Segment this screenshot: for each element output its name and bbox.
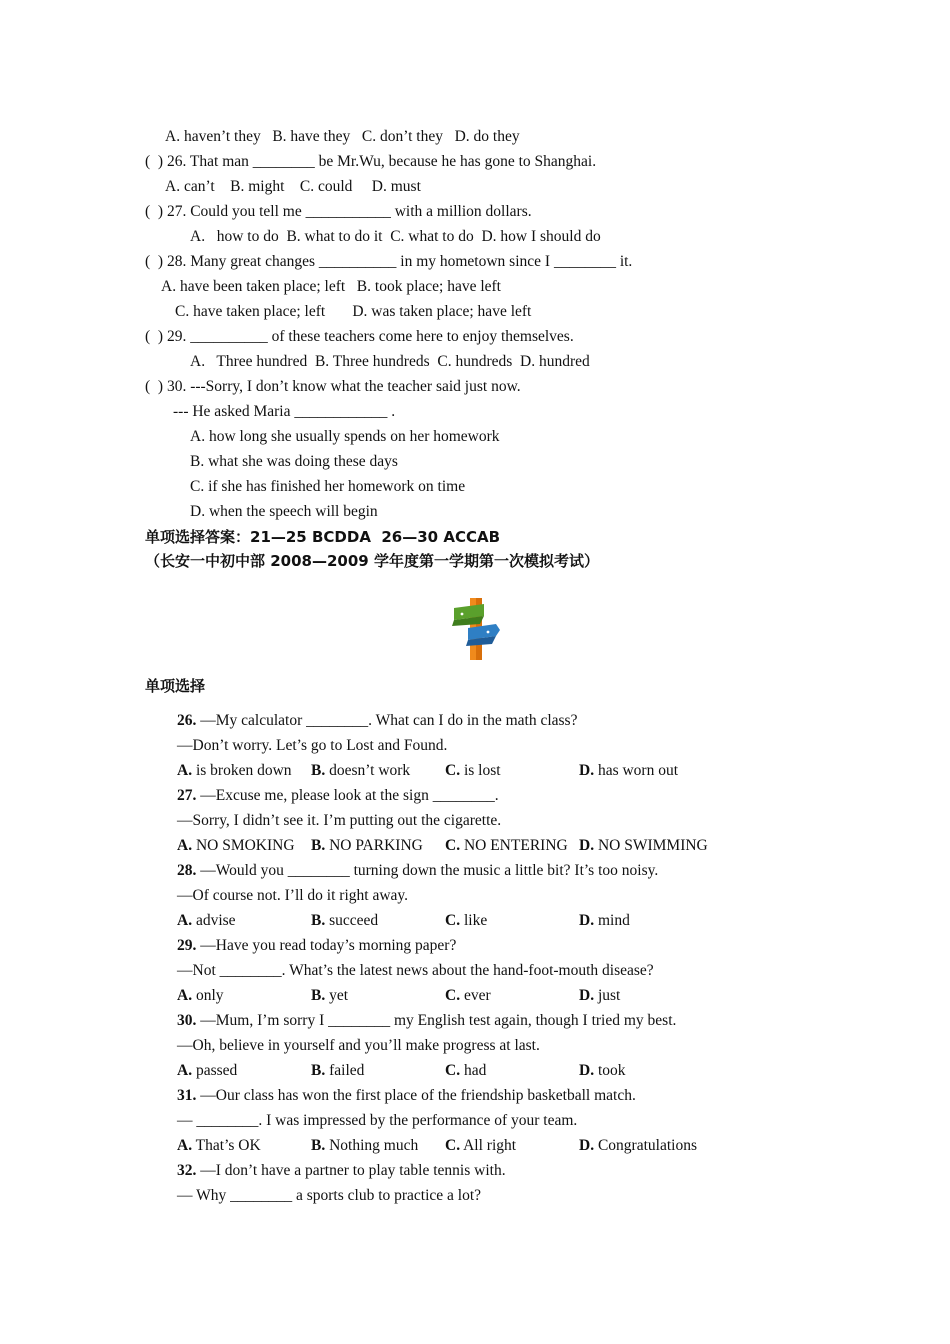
question-32-prompt bbox=[177, 1161, 506, 1181]
option-text: NO SWIMMING bbox=[594, 837, 708, 854]
q27-options: A. how to do B. what to do it C. what to do D. how I should do bbox=[190, 228, 601, 245]
question-30-response: —Oh, believe in yourself and you’ll make progress at last. bbox=[177, 1037, 540, 1054]
option-text: That’s OK bbox=[192, 1137, 261, 1154]
question-28-response: —Of course not. I’ll do it right away. bbox=[177, 887, 409, 904]
option-letter: D. bbox=[579, 837, 595, 854]
option-text: is lost bbox=[460, 762, 501, 779]
option-b bbox=[311, 836, 423, 856]
question-28-old: ( ) 28. Many great changes __________ in my hometown since I ________ it. bbox=[145, 253, 633, 270]
option-d bbox=[579, 986, 620, 1006]
option-a bbox=[177, 986, 224, 1006]
option-letter: A. bbox=[177, 1137, 193, 1154]
question-30-prompt bbox=[177, 1011, 676, 1031]
option-letter: D. bbox=[579, 912, 595, 929]
question-number: 26. bbox=[177, 712, 197, 729]
option-d bbox=[579, 1061, 626, 1081]
option-b bbox=[311, 1061, 364, 1081]
option-letter: C. bbox=[445, 762, 461, 779]
section-heading: 单项选择 bbox=[145, 677, 206, 695]
question-26-response: —Don’t worry. Let’s go to Lost and Found. bbox=[177, 737, 448, 754]
option-d bbox=[579, 1136, 697, 1156]
question-30-old: ( ) 30. ---Sorry, I don’t know what the teacher said just now. bbox=[145, 378, 521, 395]
answer-key: 单项选择答案：21—25 BCDDA 26—30 ACCAB bbox=[145, 528, 501, 546]
option-b bbox=[311, 1136, 418, 1156]
q30-option-b: B. what she was doing these days bbox=[190, 453, 398, 470]
option-text: yet bbox=[325, 987, 349, 1004]
q28-options-row2: C. have taken place; left D. was taken place; have left bbox=[175, 303, 532, 320]
question-text: —Excuse me, please look at the sign ________. bbox=[196, 787, 499, 804]
question-text: —Our class has won the first place of the friendship basketball match. bbox=[196, 1087, 636, 1104]
option-d bbox=[579, 761, 678, 781]
crossroads-signpost-icon bbox=[450, 596, 502, 662]
option-letter: C. bbox=[445, 1137, 461, 1154]
option-text: took bbox=[594, 1062, 626, 1079]
question-29-response: —Not ________. What’s the latest news about the hand-foot-mouth disease? bbox=[177, 962, 654, 979]
question-26-prompt bbox=[177, 711, 577, 731]
question-29-prompt bbox=[177, 936, 456, 956]
q25-options: A. haven’t they B. have they C. don’t they D. do they bbox=[165, 128, 520, 145]
option-text: is broken down bbox=[192, 762, 292, 779]
option-text: NO ENTERING bbox=[460, 837, 568, 854]
option-letter: A. bbox=[177, 987, 193, 1004]
question-text: —Would you ________ turning down the music a little bit? It’s too noisy. bbox=[196, 862, 659, 879]
option-letter: B. bbox=[311, 987, 326, 1004]
option-c bbox=[445, 911, 487, 931]
option-text: All right bbox=[460, 1137, 517, 1154]
option-b bbox=[311, 986, 348, 1006]
option-letter: D. bbox=[579, 762, 595, 779]
q26-options: A. can’t B. might C. could D. must bbox=[165, 178, 421, 195]
option-text: failed bbox=[325, 1062, 365, 1079]
option-text: ever bbox=[460, 987, 491, 1004]
option-letter: C. bbox=[445, 912, 461, 929]
exam-source: （长安一中初中部 2008—2009 学年度第一学期第一次模拟考试） bbox=[145, 552, 599, 570]
option-text: had bbox=[460, 1062, 487, 1079]
question-28-prompt bbox=[177, 861, 658, 881]
question-number: 30. bbox=[177, 1012, 197, 1029]
option-a bbox=[177, 761, 292, 781]
option-a bbox=[177, 1136, 261, 1156]
option-b bbox=[311, 911, 378, 931]
q30-option-c: C. if she has finished her homework on time bbox=[190, 478, 466, 495]
option-letter: C. bbox=[445, 1062, 461, 1079]
option-letter: D. bbox=[579, 987, 595, 1004]
option-c bbox=[445, 1136, 516, 1156]
option-text: Congratulations bbox=[594, 1137, 697, 1154]
option-letter: A. bbox=[177, 837, 193, 854]
question-27-response: —Sorry, I didn’t see it. I’m putting out the cigarette. bbox=[177, 812, 502, 829]
q30-option-d: D. when the speech will begin bbox=[190, 503, 378, 520]
question-31-response: — ________. I was impressed by the performance of your team. bbox=[177, 1112, 578, 1129]
option-letter: B. bbox=[311, 912, 326, 929]
option-d bbox=[579, 911, 630, 931]
option-letter: D. bbox=[579, 1137, 595, 1154]
option-c bbox=[445, 836, 568, 856]
question-number: 27. bbox=[177, 787, 197, 804]
option-letter: B. bbox=[311, 1137, 326, 1154]
option-b bbox=[311, 761, 410, 781]
option-letter: A. bbox=[177, 1062, 193, 1079]
option-letter: A. bbox=[177, 762, 193, 779]
option-text: advise bbox=[192, 912, 236, 929]
option-a bbox=[177, 911, 236, 931]
q30-reply: --- He asked Maria ____________ . bbox=[173, 403, 396, 420]
option-text: succeed bbox=[325, 912, 379, 929]
option-text: NO PARKING bbox=[325, 837, 423, 854]
question-29-old: ( ) 29. __________ of these teachers come here to enjoy themselves. bbox=[145, 328, 574, 345]
question-number: 29. bbox=[177, 937, 197, 954]
option-text: doesn’t work bbox=[325, 762, 411, 779]
option-text: just bbox=[594, 987, 621, 1004]
q30-option-a: A. how long she usually spends on her homework bbox=[190, 428, 500, 445]
option-c bbox=[445, 761, 501, 781]
option-letter: C. bbox=[445, 987, 461, 1004]
question-text: —My calculator ________. What can I do in the math class? bbox=[196, 712, 578, 729]
question-text: —Have you read today’s morning paper? bbox=[196, 937, 457, 954]
option-letter: C. bbox=[445, 837, 461, 854]
question-number: 28. bbox=[177, 862, 197, 879]
question-27-old: ( ) 27. Could you tell me ___________ with a million dollars. bbox=[145, 203, 532, 220]
option-text: mind bbox=[594, 912, 630, 929]
q29-options: A. Three hundred B. Three hundreds C. hundreds D. hundred bbox=[190, 353, 590, 370]
question-number: 31. bbox=[177, 1087, 197, 1104]
option-c bbox=[445, 1061, 486, 1081]
option-letter: D. bbox=[579, 1062, 595, 1079]
option-text: Nothing much bbox=[325, 1137, 419, 1154]
option-text: has worn out bbox=[594, 762, 679, 779]
question-number: 32. bbox=[177, 1162, 197, 1179]
question-26-old: ( ) 26. That man ________ be Mr.Wu, because he has gone to Shanghai. bbox=[145, 153, 597, 170]
option-letter: B. bbox=[311, 762, 326, 779]
question-31-prompt bbox=[177, 1086, 636, 1106]
option-letter: B. bbox=[311, 837, 326, 854]
question-text: —Mum, I’m sorry I ________ my English test again, though I tried my best. bbox=[196, 1012, 677, 1029]
option-a bbox=[177, 836, 295, 856]
option-text: like bbox=[460, 912, 488, 929]
q28-options-row1: A. have been taken place; left B. took place; have left bbox=[161, 278, 501, 295]
question-text: —I don’t have a partner to play table tennis with. bbox=[196, 1162, 506, 1179]
option-text: passed bbox=[192, 1062, 238, 1079]
question-32-response: — Why ________ a sports club to practice a lot? bbox=[177, 1187, 482, 1204]
option-text: NO SMOKING bbox=[192, 837, 295, 854]
option-c bbox=[445, 986, 491, 1006]
option-d bbox=[579, 836, 708, 856]
question-27-prompt bbox=[177, 786, 499, 806]
option-a bbox=[177, 1061, 237, 1081]
option-text: only bbox=[192, 987, 224, 1004]
option-letter: A. bbox=[177, 912, 193, 929]
option-letter: B. bbox=[311, 1062, 326, 1079]
